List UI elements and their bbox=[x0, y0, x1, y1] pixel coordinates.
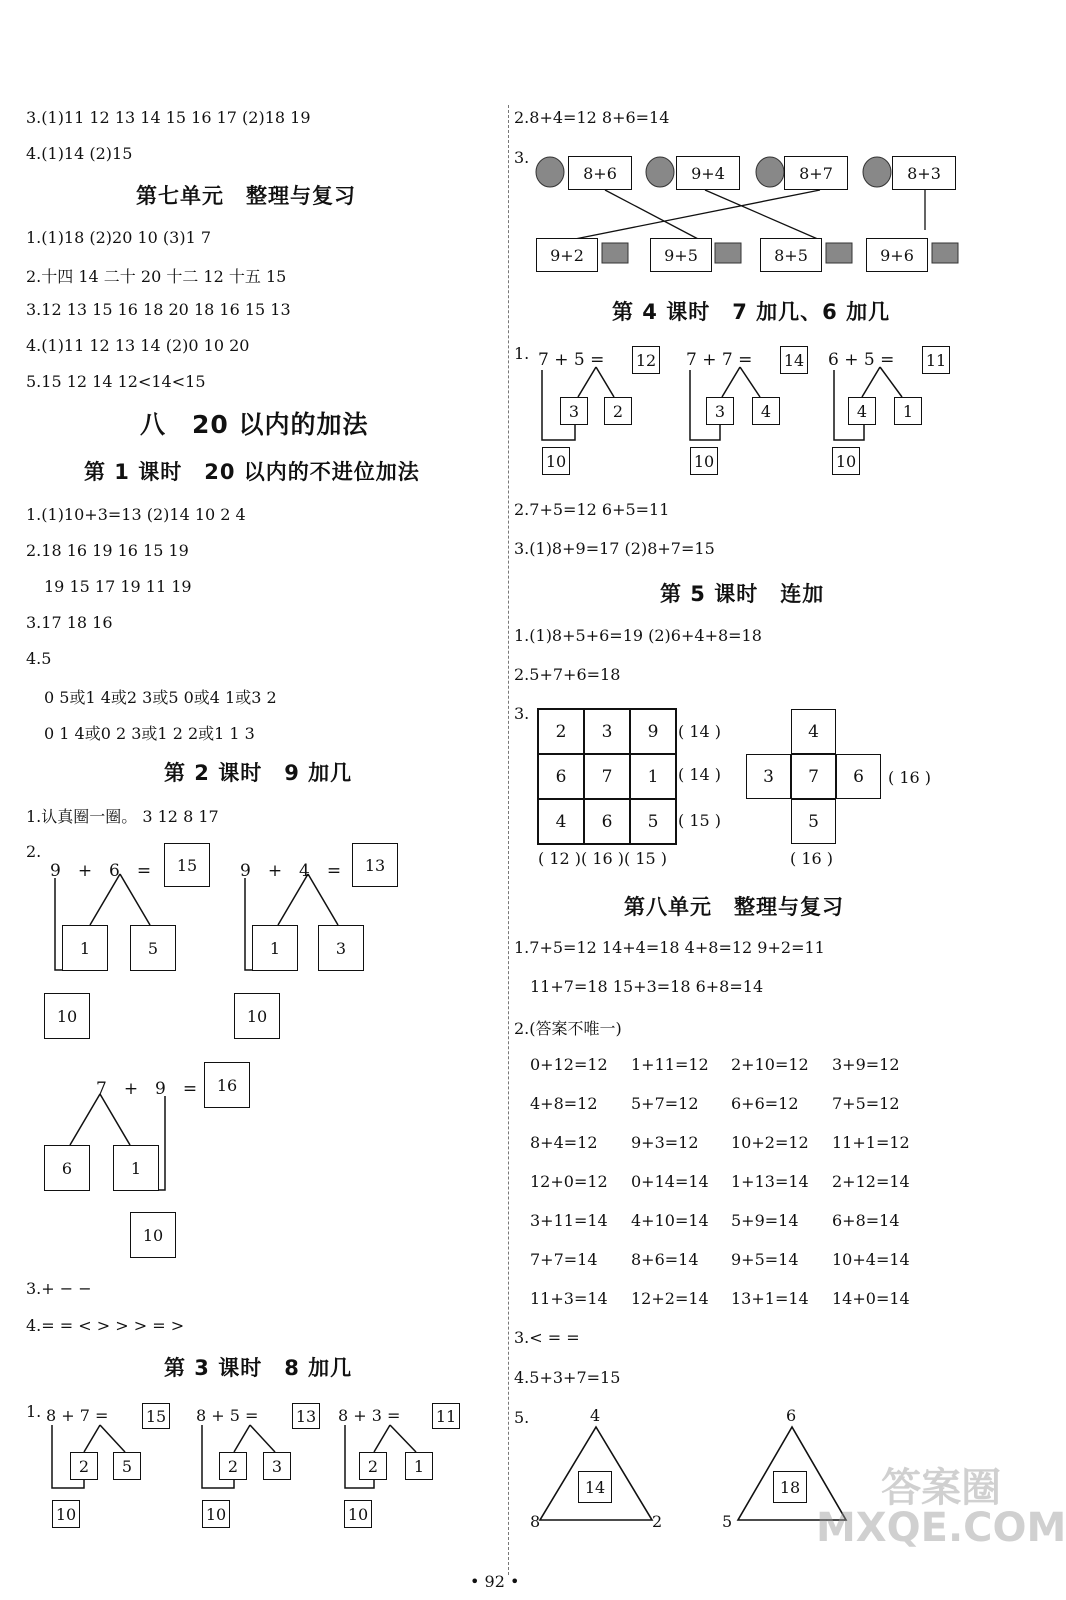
equation-cell: 14+0=14 bbox=[832, 1289, 910, 1308]
equation: 7 + 7 = bbox=[686, 350, 753, 370]
equation: 6 + 5 = bbox=[828, 350, 895, 370]
answer-line: 4.5 bbox=[26, 649, 52, 668]
ten-box: 10 bbox=[44, 993, 90, 1039]
triangle-vertex: 2 bbox=[652, 1512, 663, 1531]
equation-cell: 2+10=12 bbox=[731, 1055, 809, 1074]
answer-line: 4.(1)11 12 13 14 (2)0 10 20 bbox=[26, 336, 250, 355]
section-title: 第八单元 整理与复习 bbox=[624, 895, 844, 919]
ten-box: 10 bbox=[344, 1500, 372, 1528]
answer-line: 1. bbox=[26, 1402, 42, 1421]
equation-cell: 1+11=12 bbox=[631, 1055, 709, 1074]
answer-box: 15 bbox=[164, 843, 210, 887]
equation-cell: 10+2=12 bbox=[731, 1133, 809, 1152]
split-box: 1 bbox=[62, 925, 108, 971]
split-box: 3 bbox=[706, 397, 734, 425]
equation-cell: 0+12=12 bbox=[530, 1055, 608, 1074]
equation: 7 + 9 = bbox=[96, 1079, 198, 1099]
ten-box: 10 bbox=[690, 447, 718, 475]
split-box: 5 bbox=[130, 925, 176, 971]
equation-cell: 12+2=14 bbox=[631, 1289, 709, 1308]
lesson-title: 第 3 课时 8 加几 bbox=[164, 1356, 353, 1380]
equation-cell: 7+7=14 bbox=[530, 1250, 598, 1269]
answer-line: 1. bbox=[514, 344, 530, 363]
ten-box: 10 bbox=[130, 1212, 176, 1258]
equation-cell: 3+9=12 bbox=[832, 1055, 900, 1074]
grid-cell: 4 bbox=[538, 799, 584, 844]
answer-line: 3. bbox=[514, 704, 530, 723]
answer-line: 0 5或1 4或2 3或5 0或4 1或3 2 bbox=[44, 688, 277, 707]
answer-line: 4.5+3+7=15 bbox=[514, 1368, 621, 1387]
equation-cell: 2+12=14 bbox=[832, 1172, 910, 1191]
split-box: 6 bbox=[44, 1145, 90, 1191]
equation-cell: 11+3=14 bbox=[530, 1289, 608, 1308]
watermark-logo: 答案圈 MXQE.COM bbox=[816, 1465, 1066, 1551]
equation: 8 + 7 = bbox=[46, 1406, 109, 1425]
answer-line: 1.7+5=12 14+4=18 4+8=12 9+2=11 bbox=[514, 938, 825, 957]
row-sum: ( 14 ) bbox=[678, 765, 722, 784]
row-sum: ( 16 ) bbox=[888, 768, 932, 787]
split-box: 5 bbox=[113, 1452, 141, 1480]
equation-cell: 10+4=14 bbox=[832, 1250, 910, 1269]
answer-line: 1.(1)8+5+6=19 (2)6+4+8=18 bbox=[514, 626, 762, 645]
split-box: 3 bbox=[560, 397, 588, 425]
lesson-title: 第 2 课时 9 加几 bbox=[164, 761, 353, 785]
answer-line: 1.认真圈一圈。 3 12 8 17 bbox=[26, 807, 219, 826]
match-card: 8+3 bbox=[892, 156, 956, 190]
equation-cell: 8+6=14 bbox=[631, 1250, 699, 1269]
split-box: 1 bbox=[894, 397, 922, 425]
equation-cell: 9+3=12 bbox=[631, 1133, 699, 1152]
answer-line: 3.+ − − bbox=[26, 1279, 92, 1298]
split-box: 1 bbox=[113, 1145, 159, 1191]
equation: 8 + 3 = bbox=[338, 1406, 401, 1425]
cross-cell: 5 bbox=[791, 799, 836, 844]
grid-cell: 5 bbox=[630, 799, 676, 844]
answer-line: 1.(1)18 (2)20 10 (3)1 7 bbox=[26, 228, 212, 247]
answer-box: 14 bbox=[780, 346, 808, 374]
chapter-title: 八 20 以内的加法 bbox=[140, 410, 369, 439]
answer-line: 3.< = = bbox=[514, 1328, 580, 1347]
match-card: 9+5 bbox=[650, 238, 712, 272]
match-card: 9+4 bbox=[676, 156, 740, 190]
equation-cell: 11+1=12 bbox=[832, 1133, 910, 1152]
split-box: 2 bbox=[604, 397, 632, 425]
row-sum: ( 15 ) bbox=[678, 811, 722, 830]
answer-line: 4.= = < > > > = > bbox=[26, 1316, 185, 1335]
cross-cell: 7 bbox=[791, 754, 836, 799]
split-box: 3 bbox=[318, 925, 364, 971]
split-box: 2 bbox=[359, 1452, 387, 1480]
answer-box: 13 bbox=[292, 1403, 320, 1429]
split-box: 4 bbox=[848, 397, 876, 425]
ten-box: 10 bbox=[234, 993, 280, 1039]
grid-cell: 9 bbox=[630, 709, 676, 754]
answer-box: 15 bbox=[142, 1403, 170, 1429]
answer-line: 5. bbox=[514, 1408, 530, 1427]
equation: 8 + 5 = bbox=[196, 1406, 259, 1425]
equation-cell: 4+8=12 bbox=[530, 1094, 598, 1113]
lesson-title: 第 4 课时 7 加几、6 加几 bbox=[612, 300, 891, 324]
magic-grid bbox=[537, 708, 677, 845]
split-box: 1 bbox=[405, 1452, 433, 1480]
equation-cell: 9+5=14 bbox=[731, 1250, 799, 1269]
equation-cell: 3+11=14 bbox=[530, 1211, 608, 1230]
split-box: 3 bbox=[263, 1452, 291, 1480]
match-card: 9+2 bbox=[536, 238, 598, 272]
answer-line: 4.(1)14 (2)15 bbox=[26, 144, 133, 163]
equation: 9 + 4 = bbox=[240, 861, 342, 881]
triangle-center-box: 18 bbox=[773, 1471, 807, 1503]
row-sum: ( 14 ) bbox=[678, 722, 722, 741]
answer-line: 1.(1)10+3=13 (2)14 10 2 4 bbox=[26, 505, 246, 524]
equation: 9 + 6 = bbox=[50, 861, 152, 881]
equation-cell: 6+8=14 bbox=[832, 1211, 900, 1230]
equation-cell: 5+9=14 bbox=[731, 1211, 799, 1230]
answer-line: 3.(1)11 12 13 14 15 16 17 (2)18 19 bbox=[26, 108, 311, 127]
equation-cell: 1+13=14 bbox=[731, 1172, 809, 1191]
answer-line: 2. bbox=[26, 842, 42, 861]
equation-cell: 8+4=12 bbox=[530, 1133, 598, 1152]
section-title: 第七单元 整理与复习 bbox=[136, 184, 356, 208]
answer-box: 16 bbox=[204, 1062, 250, 1108]
answer-line: 0 1 4或0 2 3或1 2 2或1 1 3 bbox=[44, 724, 255, 743]
column-divider bbox=[508, 105, 509, 1575]
page-number: • 92 • bbox=[470, 1572, 520, 1591]
answer-line: 2.18 16 19 16 15 19 bbox=[26, 541, 189, 560]
match-card: 8+7 bbox=[784, 156, 848, 190]
answer-line: 3. bbox=[514, 148, 530, 167]
ten-box: 10 bbox=[52, 1500, 80, 1528]
split-box: 1 bbox=[252, 925, 298, 971]
equation-cell: 5+7=12 bbox=[631, 1094, 699, 1113]
answer-line: 11+7=18 15+3=18 6+8=14 bbox=[530, 977, 764, 996]
triangle-vertex: 5 bbox=[722, 1512, 733, 1531]
equation-cell: 4+10=14 bbox=[631, 1211, 709, 1230]
lesson-title: 第 1 课时 20 以内的不进位加法 bbox=[84, 460, 420, 484]
split-box: 2 bbox=[70, 1452, 98, 1480]
match-card: 8+5 bbox=[760, 238, 822, 272]
answer-line: 3.12 13 15 16 18 20 18 16 15 13 bbox=[26, 300, 291, 319]
answer-line: 3.17 18 16 bbox=[26, 613, 113, 632]
answer-line: 2.8+4=12 8+6=14 bbox=[514, 108, 670, 127]
triangle-vertex: 4 bbox=[590, 1406, 601, 1425]
grid-cell: 2 bbox=[538, 709, 584, 754]
answer-line: 5.15 12 14 12<14<15 bbox=[26, 372, 206, 391]
ten-box: 10 bbox=[832, 447, 860, 475]
answer-box: 11 bbox=[922, 346, 950, 374]
cross-cell: 3 bbox=[746, 754, 791, 799]
ten-box: 10 bbox=[542, 447, 570, 475]
answer-box: 12 bbox=[632, 346, 660, 374]
triangle-vertex: 8 bbox=[530, 1512, 541, 1531]
answer-line: 19 15 17 19 11 19 bbox=[44, 577, 192, 596]
answer-line: 2.7+5=12 6+5=11 bbox=[514, 500, 670, 519]
grid-cell: 3 bbox=[584, 709, 630, 754]
answer-line: 3.(1)8+9=17 (2)8+7=15 bbox=[514, 539, 715, 558]
answer-line: 2.十四 14 二十 20 十二 12 十五 15 bbox=[26, 267, 287, 286]
grid-cell: 7 bbox=[584, 754, 630, 799]
lesson-title: 第 5 课时 连加 bbox=[660, 582, 825, 606]
ten-box: 10 bbox=[202, 1500, 230, 1528]
answer-box: 13 bbox=[352, 843, 398, 887]
column-sums: ( 12 )( 16 )( 15 ) bbox=[538, 849, 668, 868]
grid-cell: 6 bbox=[584, 799, 630, 844]
equation-cell: 12+0=12 bbox=[530, 1172, 608, 1191]
equation-cell: 0+14=14 bbox=[631, 1172, 709, 1191]
grid-cell: 1 bbox=[630, 754, 676, 799]
grid-cell: 6 bbox=[538, 754, 584, 799]
match-card: 9+6 bbox=[866, 238, 928, 272]
equation: 7 + 5 = bbox=[538, 350, 605, 370]
triangle-vertex: 6 bbox=[786, 1406, 797, 1425]
equation-cell: 6+6=12 bbox=[731, 1094, 799, 1113]
split-box: 4 bbox=[752, 397, 780, 425]
answer-line: 2.5+7+6=18 bbox=[514, 665, 621, 684]
cross-cell: 4 bbox=[791, 709, 836, 754]
answer-line: 2.(答案不唯一) bbox=[514, 1019, 622, 1038]
match-card: 8+6 bbox=[568, 156, 632, 190]
answer-box: 11 bbox=[432, 1403, 460, 1429]
triangle-center-box: 14 bbox=[578, 1471, 612, 1503]
equation-cell: 13+1=14 bbox=[731, 1289, 809, 1308]
equation-cell: 7+5=12 bbox=[832, 1094, 900, 1113]
cross-cell: 6 bbox=[836, 754, 881, 799]
column-sum: ( 16 ) bbox=[790, 849, 834, 868]
split-box: 2 bbox=[219, 1452, 247, 1480]
